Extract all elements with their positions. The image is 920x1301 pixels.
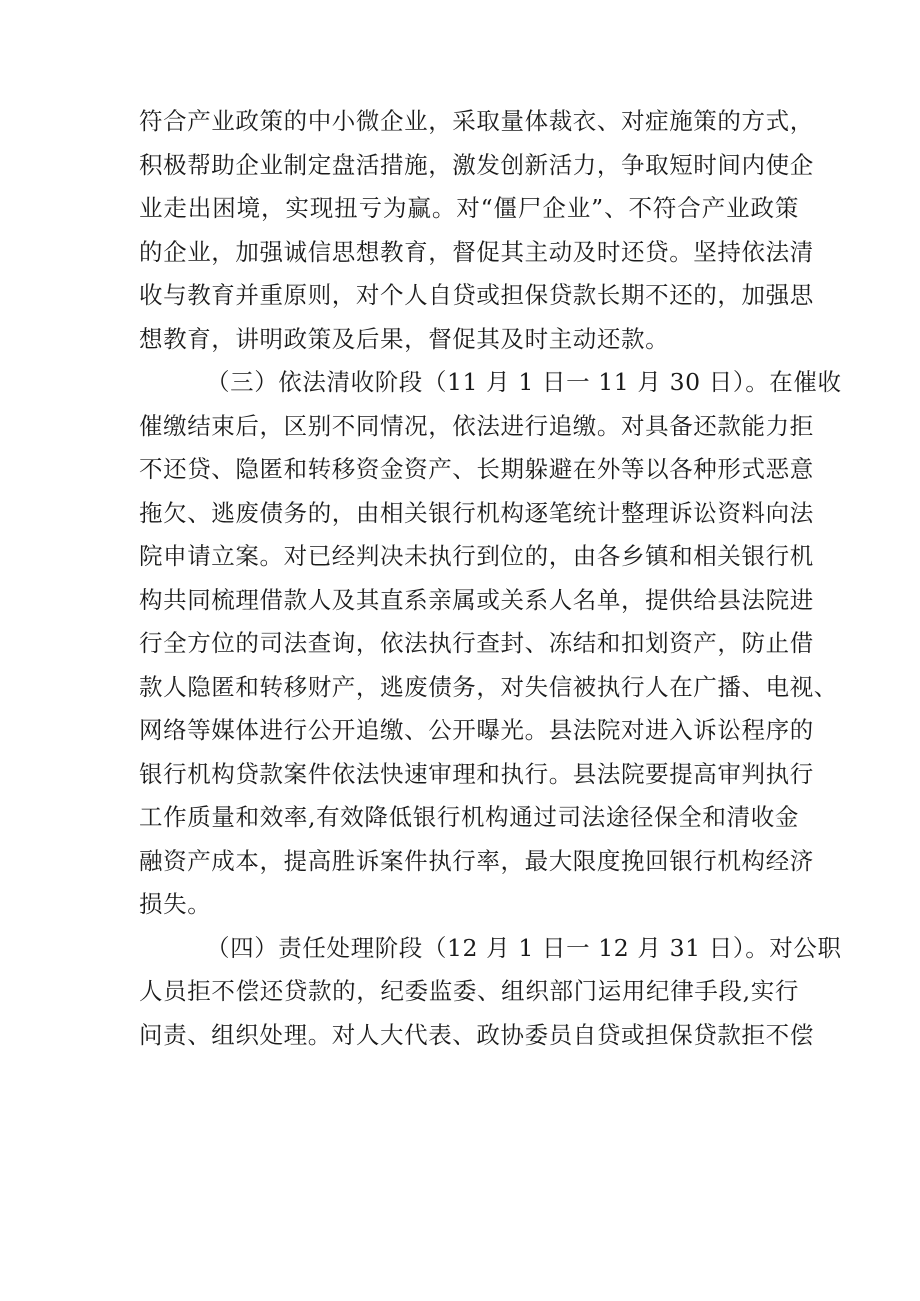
text-line: 问责、组织处理。对人大代表、政协委员自贷或担保贷款拒不偿 bbox=[139, 1020, 814, 1049]
text-line: 款人隐匿和转移财产，逃废债务，对失信被执行人在广播、电视、 bbox=[139, 672, 838, 701]
text-line: 融资产成本，提高胜诉案件执行率，最大限度挽回银行机构经济 bbox=[139, 846, 814, 875]
paragraph-continuation bbox=[139, 100, 814, 361]
paragraph-heading-line: （三）依法清收阶段（11 月 1 日一 11 月 30 日）。在催收 bbox=[206, 368, 842, 396]
paragraph-heading-line: （四）责任处理阶段（12 月 1 日一 12 月 31 日）。对公职 bbox=[206, 933, 842, 962]
text-line: 收与教育并重原则，对个人自贷或担保贷款长期不还的，加强思 bbox=[139, 281, 814, 309]
text-line: 银行机构贷款案件依法快速审理和执行。县法院要提高审判执行 bbox=[139, 759, 814, 788]
paragraph-stage-three bbox=[139, 361, 842, 927]
text-line: 工作质量和效率,有效降低银行机构通过司法途径保全和清收金 bbox=[139, 803, 799, 831]
text-line: 业走出困境，实现扭亏为赢。对“僵尸企业”、不符合产业政策 bbox=[139, 194, 799, 222]
text-line: 人员拒不偿还贷款的，纪委监委、组织部门运用纪律手段,实行 bbox=[139, 977, 799, 1005]
text-line: 院申请立案。对已经判决未执行到位的，由各乡镇和相关银行机 bbox=[139, 542, 814, 570]
text-line: 积极帮助企业制定盘活措施，激发创新活力，争取短时间内使企 bbox=[139, 150, 814, 179]
text-line: 符合产业政策的中小微企业，采取量体裁衣、对症施策的方式， bbox=[139, 107, 814, 135]
document-body bbox=[139, 100, 842, 1057]
text-line: 的企业，加强诚信思想教育，督促其主动及时还贷。坚持依法清 bbox=[139, 237, 814, 266]
text-line: 拖欠、逃废债务的，由相关银行机构逐笔统计整理诉讼资料向法 bbox=[139, 498, 814, 527]
paragraph-stage-four bbox=[139, 927, 842, 1058]
text-line: 行全方位的司法查询，依法执行查封、冻结和扣划资产，防止借 bbox=[139, 629, 814, 657]
text-line: 催缴结束后，区别不同情况，依法进行追缴。对具备还款能力拒 bbox=[139, 411, 814, 440]
text-line: 不还贷、隐匿和转移资金资产、长期躲避在外等以各种形式恶意 bbox=[139, 455, 814, 483]
text-line: 想教育，讲明政策及后果，督促其及时主动还款。 bbox=[139, 324, 670, 353]
text-line: 网络等媒体进行公开追缴、公开曝光。县法院对进入诉讼程序的 bbox=[139, 716, 814, 744]
text-line: 损失。 bbox=[139, 890, 212, 918]
text-line: 构共同梳理借款人及其直系亲属或关系人名单，提供给县法院进 bbox=[139, 585, 814, 614]
